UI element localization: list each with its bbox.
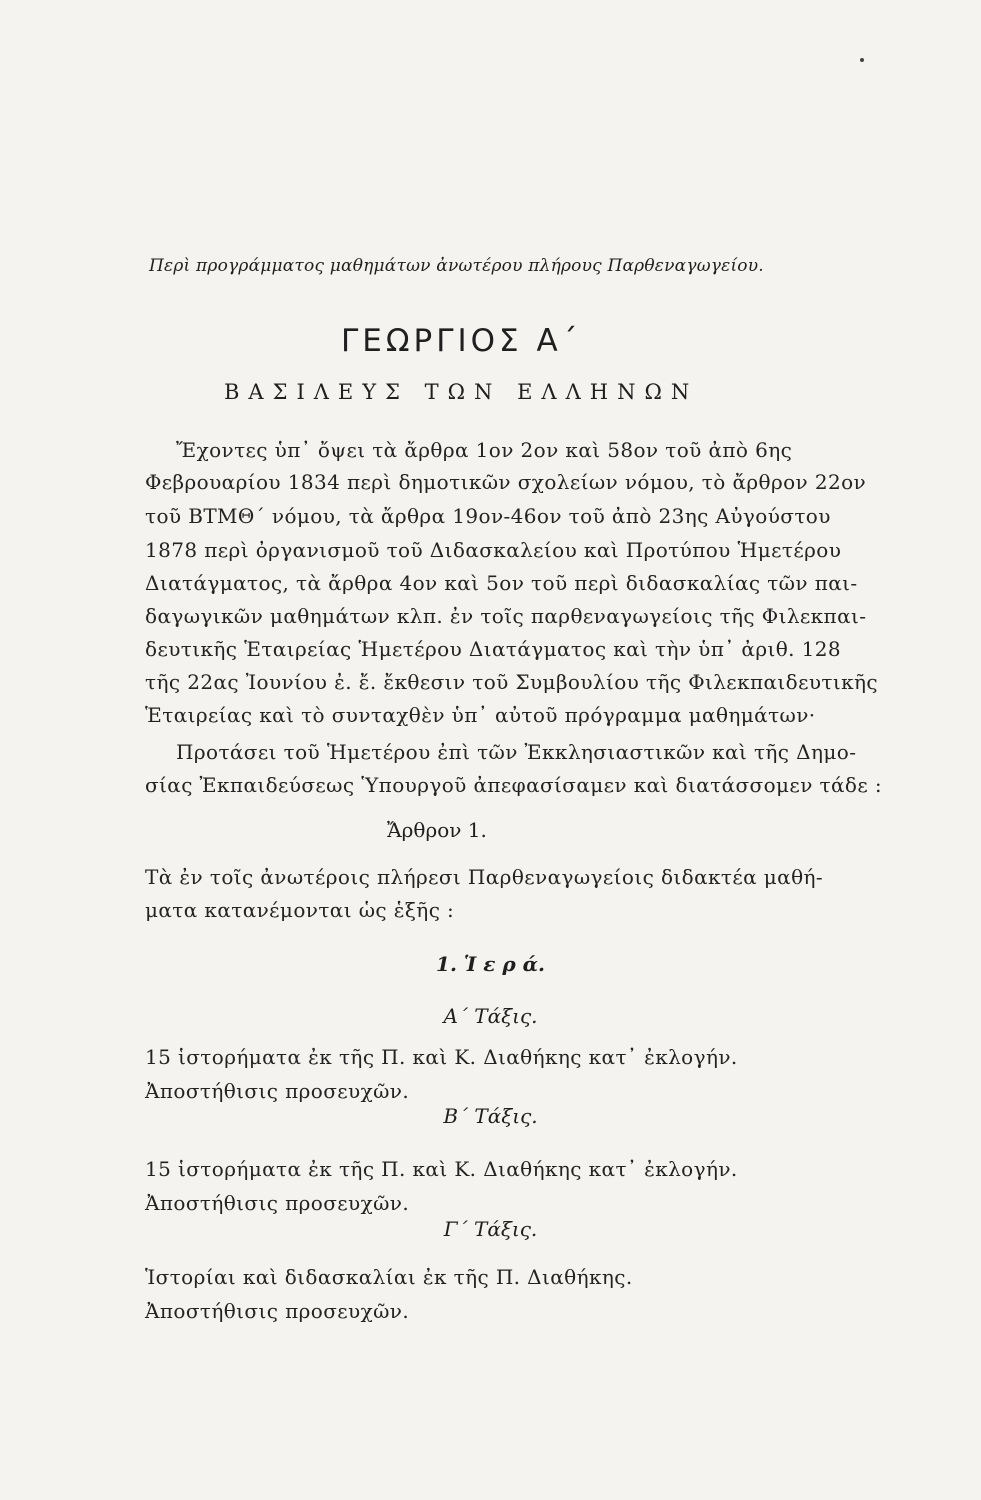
kingdom-title: ΒΑΣΙΛΕΥΣ ΤΩΝ ΕΛΛΗΝΩΝ (224, 380, 699, 404)
class-b-line-2: Ἀποστήθισις προσευχῶν. (145, 1191, 410, 1215)
preamble-line-8: τῆς 22ας Ἰουνίου ἐ. ἔ. ἔκθεσιν τοῦ Συμβουλίου τῆς Φιλεκπαιδευτικῆς (145, 670, 879, 694)
preamble-line-9: Ἑταιρείας καὶ τὸ συνταχθὲν ὑπ᾽ αὐτοῦ πρόγραμμα μαθημάτων· (145, 703, 816, 727)
speck-mark (860, 58, 864, 62)
preamble-line-1: Ἔχοντες ὑπ᾽ ὄψει τὰ ἄρθρα 1ον 2ον καὶ 58ον τοῦ ἀπὸ 6ης (176, 438, 793, 462)
proposal-line-2: σίας Ἐκπαιδεύσεως Ὑπουργοῦ ἀπεφασίσαμεν καὶ διατάσσομεν τάδε : (145, 773, 882, 797)
preamble-line-3: τοῦ ΒΤΜΘ΄ νόμου, τὰ ἄρθρα 19ον-46ον τοῦ ἀπὸ 23ης Αὐγούστου (145, 504, 831, 528)
article-text-line-2: ματα κατανέμονται ὡς ἑξῆς : (145, 898, 455, 922)
class-b-line-1: 15 ἱστορήματα ἐκ τῆς Π. καὶ Κ. Διαθήκης κατ᾽ ἐκλογήν. (145, 1157, 738, 1181)
king-title: ΓΕΩΡΓΙΟΣ Α΄ (341, 323, 582, 359)
class-c-line-1: Ἱστορίαι καὶ διδασκαλίαι ἐκ τῆς Π. Διαθήκης. (145, 1265, 633, 1289)
proposal-line-1: Προτάσει τοῦ Ἡμετέρου ἐπὶ τῶν Ἐκκλησιαστικῶν καὶ τῆς Δημο- (176, 740, 857, 764)
class-a-title: Α΄ Τάξις. (443, 1004, 538, 1028)
preamble-line-2: Φεβρουαρίου 1834 περὶ δημοτικῶν σχολείων νόμου, τὸ ἄρθρον 22ον (145, 470, 867, 494)
class-c-title: Γ΄ Τάξις. (443, 1217, 538, 1241)
preamble-line-6: δαγωγικῶν μαθημάτων κλπ. ἐν τοῖς παρθεναγωγείοις τῆς Φιλεκπαι- (145, 604, 867, 628)
class-a-line-2: Ἀποστήθισις προσευχῶν. (145, 1079, 410, 1103)
class-a-line-1: 15 ἱστορήματα ἐκ τῆς Π. καὶ Κ. Διαθήκης κατ᾽ ἐκλογήν. (145, 1045, 738, 1069)
preamble-line-5: Διατάγματος, τὰ ἄρθρα 4ον καὶ 5ον τοῦ περὶ διδασκαλίας τῶν παι- (145, 571, 858, 595)
class-b-title: Β΄ Τάξις. (443, 1104, 538, 1128)
preamble-line-4: 1878 περὶ ὀργανισμοῦ τοῦ Διδασκαλείου καὶ Προτύπου Ἡμετέρου (145, 538, 842, 562)
section-heading: 1. Ἱ ε ρ ά. (436, 952, 545, 976)
article-heading: Ἄρθρον 1. (387, 818, 487, 842)
subject-line: Περὶ προγράμματος μαθημάτων ἀνωτέρου πλήρους Παρθεναγωγείου. (149, 256, 764, 276)
class-c-line-2: Ἀποστήθισις προσευχῶν. (145, 1299, 410, 1323)
article-text-line-1: Τὰ ἐν τοῖς ἀνωτέροις πλήρεσι Παρθεναγωγείοις διδακτέα μαθή- (145, 865, 824, 889)
preamble-line-7: δευτικῆς Ἑταιρείας Ἡμετέρου Διατάγματος καὶ τὴν ὑπ᾽ ἀριθ. 128 (145, 637, 842, 661)
